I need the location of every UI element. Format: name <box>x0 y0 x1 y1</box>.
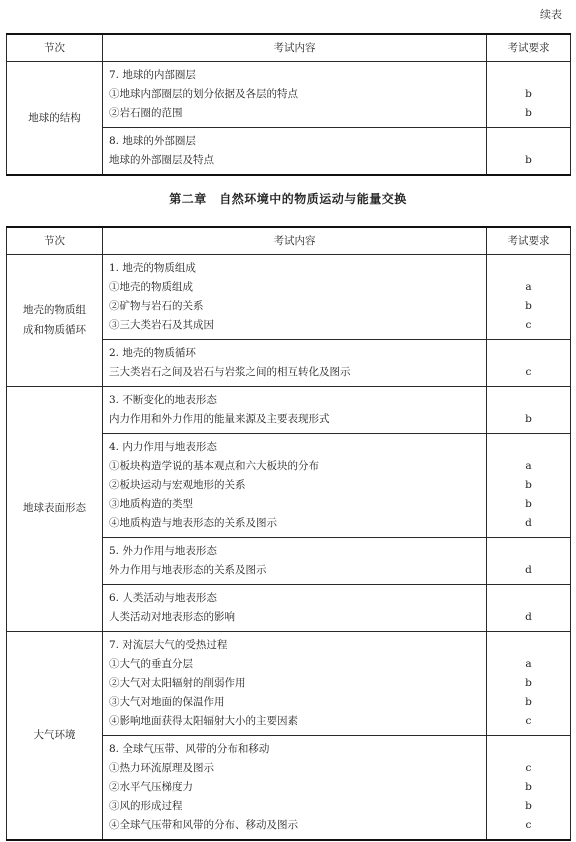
table-row <box>7 62 571 128</box>
requirement-level: d <box>525 564 532 576</box>
requirement-cell <box>487 387 571 434</box>
requirement-cell <box>487 632 571 736</box>
content-line: ①大气的垂直分层 <box>109 658 193 670</box>
requirement-cell <box>487 736 571 841</box>
requirement-cell <box>487 62 571 128</box>
requirement-level <box>487 542 570 561</box>
requirement-level: b <box>525 498 532 510</box>
table-row <box>7 387 571 434</box>
requirement-cell <box>487 538 571 585</box>
section-name-cell <box>7 62 103 176</box>
content-cell <box>103 585 487 632</box>
header-section: 节次 <box>7 227 103 255</box>
requirement-level: b <box>525 88 532 100</box>
table-header-row <box>7 227 571 255</box>
content-line: ②大气对太阳辐射的削弱作用 <box>109 677 246 689</box>
content-line: ②水平气压梯度力 <box>109 781 193 793</box>
content-line: 地球的外部圈层及特点 <box>109 154 214 166</box>
content-line: ④地质构造与地表形态的关系及图示 <box>109 517 277 529</box>
content-line: 7. 对流层大气的受热过程 <box>109 639 228 651</box>
content-cell <box>103 62 487 128</box>
content-line: 7. 地球的内部圈层 <box>109 69 196 81</box>
section-name: 地球的结构 <box>28 111 81 124</box>
content-line: ①地壳的物质组成 <box>109 281 193 293</box>
requirement-level <box>487 132 570 151</box>
header-requirement: 考试要求 <box>487 227 571 255</box>
requirement-cell <box>487 585 571 632</box>
content-line: 5. 外力作用与地表形态 <box>109 545 217 557</box>
table-row <box>7 255 571 340</box>
requirement-level <box>487 66 570 85</box>
requirement-level: c <box>525 366 532 378</box>
section-name-cell <box>7 255 103 387</box>
table-header-row <box>7 34 571 62</box>
requirement-level <box>487 636 570 655</box>
requirement-level: b <box>525 107 532 119</box>
requirement-cell <box>487 255 571 340</box>
continued-label: 续表 <box>540 8 562 21</box>
content-cell <box>103 434 487 538</box>
content-cell <box>103 387 487 434</box>
header-content: 考试内容 <box>103 34 487 62</box>
content-line: ③大气对地面的保温作用 <box>109 696 225 708</box>
requirement-level <box>487 740 570 759</box>
requirement-level: b <box>525 154 532 166</box>
content-line: ①地球内部圈层的划分依据及各层的特点 <box>109 88 298 100</box>
requirement-level: b <box>525 696 532 708</box>
requirement-level: b <box>525 300 532 312</box>
content-line: 内力作用和外力作用的能量来源及主要表现形式 <box>109 413 330 425</box>
content-line: 三大类岩石之间及岩石与岩浆之间的相互转化及图示 <box>109 366 351 378</box>
content-line: ③三大类岩石及其成因 <box>109 319 214 331</box>
requirement-level: b <box>525 677 532 689</box>
requirement-level: b <box>525 479 532 491</box>
content-line: ④全球气压带和风带的分布、移动及图示 <box>109 819 298 831</box>
requirement-level <box>487 344 570 363</box>
requirement-cell <box>487 128 571 176</box>
requirement-level: b <box>525 413 532 425</box>
content-cell <box>103 340 487 387</box>
requirement-level <box>487 589 570 608</box>
requirement-level <box>487 391 570 410</box>
section-name-cell <box>7 387 103 632</box>
content-line: ③地质构造的类型 <box>109 498 193 510</box>
requirement-cell <box>487 340 571 387</box>
table-row <box>7 632 571 736</box>
section-name-line: 成和物质循环 <box>23 323 86 336</box>
requirement-level: c <box>525 762 532 774</box>
content-cell <box>103 255 487 340</box>
requirement-level: c <box>525 715 532 727</box>
section-name-line: 地壳的物质组 <box>23 303 86 316</box>
requirement-level <box>487 438 570 457</box>
requirement-level: c <box>525 319 532 331</box>
header-content: 考试内容 <box>103 227 487 255</box>
content-line: ④影响地面获得太阳辐射大小的主要因素 <box>109 715 298 727</box>
content-line: 8. 地球的外部圈层 <box>109 135 196 147</box>
requirement-level: c <box>525 819 532 831</box>
content-line: 外力作用与地表形态的关系及图示 <box>109 564 267 576</box>
requirement-level: a <box>525 658 532 670</box>
requirement-level: a <box>525 460 532 472</box>
content-cell <box>103 538 487 585</box>
content-line: ②矿物与岩石的关系 <box>109 300 204 312</box>
section-name-line: 地球表面形态 <box>23 502 86 514</box>
content-line: 6. 人类活动与地表形态 <box>109 592 217 604</box>
content-line: 4. 内力作用与地表形态 <box>109 441 217 453</box>
content-line: ①板块构造学说的基本观点和六大板块的分布 <box>109 460 319 472</box>
header-section: 节次 <box>7 34 103 62</box>
exam-table-1 <box>6 33 571 176</box>
requirement-level: d <box>525 517 532 529</box>
content-line: 1. 地壳的物质组成 <box>109 262 196 274</box>
content-line: 8. 全球气压带、风带的分布和移动 <box>109 743 270 755</box>
section-name-line: 大气环境 <box>33 728 76 741</box>
content-cell <box>103 736 487 841</box>
content-cell <box>103 632 487 736</box>
requirement-level: d <box>525 611 532 623</box>
content-line: ②岩石圈的范围 <box>109 107 183 119</box>
requirement-level: b <box>525 800 532 812</box>
requirement-level <box>487 259 570 278</box>
header-requirement: 考试要求 <box>487 34 571 62</box>
section-name-cell <box>7 632 103 841</box>
content-line: 3. 不断变化的地表形态 <box>109 394 217 406</box>
exam-table-2 <box>6 226 571 841</box>
requirement-level: a <box>525 281 532 293</box>
requirement-level: b <box>525 781 532 793</box>
content-line: 2. 地壳的物质循环 <box>109 347 196 359</box>
content-line: ②板块运动与宏观地形的关系 <box>109 479 246 491</box>
requirement-cell <box>487 434 571 538</box>
chapter-title: 第二章 自然环境中的物质运动与能量交换 <box>169 192 407 206</box>
content-line: 人类活动对地表形态的影响 <box>109 611 235 623</box>
content-line: ①热力环流原理及图示 <box>109 762 214 774</box>
content-cell <box>103 128 487 176</box>
content-line: ③风的形成过程 <box>109 800 183 812</box>
